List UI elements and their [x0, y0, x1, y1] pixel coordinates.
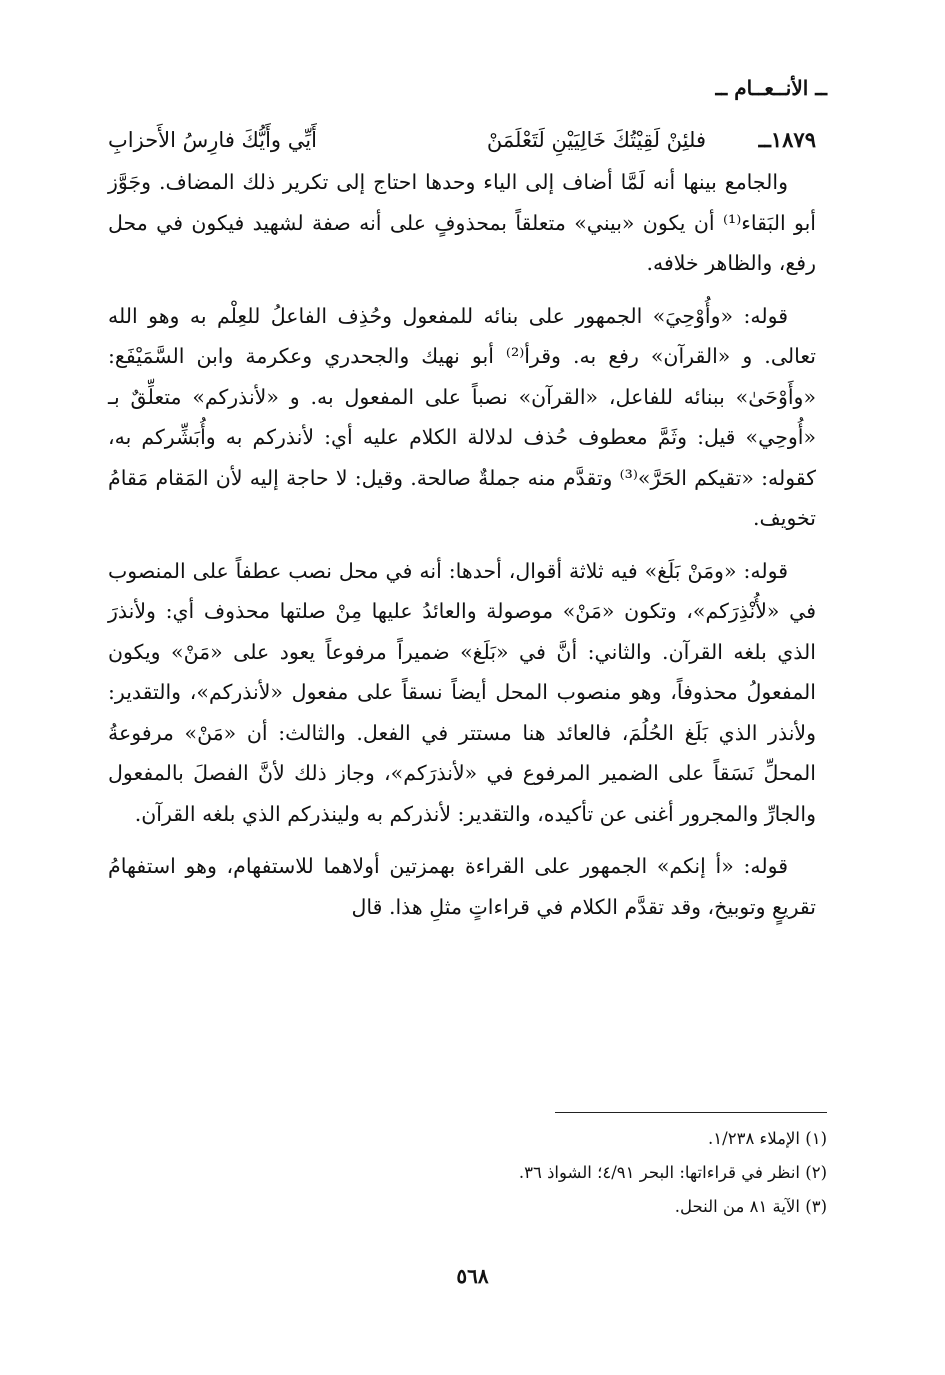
footnote-2: (٢) انظر في قراءاتها: البحر ٤/٩١؛ الشواذ ٣٦.	[518, 1163, 827, 1182]
paragraph-2: قوله: «وأُوْحِيَ» الجمهور على بنائه للمفعول وحُذِف الفاعلُ للعِلْم به وهو الله تعالى. و «القرآن» رفع به. وقرأ⁽²⁾ أبو نهيك والجحدري وعكرمة وابن السَّمَيْفَع: «وأَوْحَىٰ» ببنائه للفاعل، «القرآن» نصباً على المفعول به. و «لأنذركم» متعلِّقٌ بـ «أُوحِي» قيل: وثَمَّ معطوف حُذف لدلالة الكلام عليه أي: لأنذركم به وأُبَشِّركم به، كقوله: «تقيكم الحَرَّ»⁽³⁾ وتقدَّم منه جملةٌ صالحة. وقيل: لا حاجة إليه لأن المَقام مَقامُ تخويف.	[108, 303, 816, 530]
footnote-1: (١) الإملاء ١/٢٣٨.	[708, 1129, 827, 1148]
verse-hemistich-second: أَيِّي وأَيُّكَ فارِسُ الأَحزابِ	[108, 128, 317, 152]
footnotes	[127, 1122, 827, 1224]
verse-number: ١٨٧٩ــ	[758, 127, 816, 152]
page-number: ٥٦٨	[456, 1264, 489, 1288]
verse-hemistich-first: فلئِنْ لَقِيْتُكَ خَالِيَيْنِ لَتَعْلَمَنْ	[486, 128, 706, 152]
footnote-separator	[555, 1112, 827, 1113]
main-text	[108, 118, 816, 939]
paragraph-4: قوله: «أ إنكم» الجمهور على القراءة بهمزتين أولاهما للاستفهام، وهو استفهامُ تقريعٍ وتوبيخ، وقد تقدَّم الكلام في قراءاتٍ مثلِ هذا. قال	[108, 854, 816, 919]
paragraph-3: قوله: «ومَنْ بَلَغ» فيه ثلاثة أقوال، أحدها: أنه في محل نصب عطفاً على المنصوب في «لأُنْذِرَكم»، وتكون «مَنْ» موصولة والعائدُ عليها مِنْ صلتها محذوف أي: ولأنذرَ الذي بلغه القرآن. والثاني: أنَّ في «بَلَغ» ضميراً مرفوعاً يعود على «مَنْ» ويكون المفعولُ محذوفاً، وهو منصوب المحل أيضاً نسقاً على مفعول «لأنذركم»، والتقدير: ولأنذر الذي بَلَغ الحُلُمَ، فالعائد هنا مستتر في الفعل. والثالث: أن «مَنْ» مرفوعةُ المحلِّ نَسَقاً على الضمير المرفوع في «لأنذرَكم»، وجاز ذلك لأنَّ الفصلَ بالمفعول والجارِّ والمجرور أغنى عن تأكيده، والتقدير: لأنذركم به ولينذركم الذي بلغه القرآن.	[108, 558, 816, 826]
footnote-3: (٣) الآية ٨١ من النحل.	[674, 1197, 827, 1216]
running-head: ــ الأنــعــام ــ	[715, 76, 827, 100]
paragraph-1: والجامع بينها أنه لَمَّا أضاف إلى الياء وحدها احتاج إلى تكرير ذلك المضاف. وجَوَّز أبو البَقاء⁽¹⁾ أن يكون «بيني» متعلقاً بمحذوفٍ على أنه صفة لشهيد فيكون في محل رفع، والظاهر خلافه.	[108, 170, 816, 275]
poetry-verse	[108, 118, 816, 162]
